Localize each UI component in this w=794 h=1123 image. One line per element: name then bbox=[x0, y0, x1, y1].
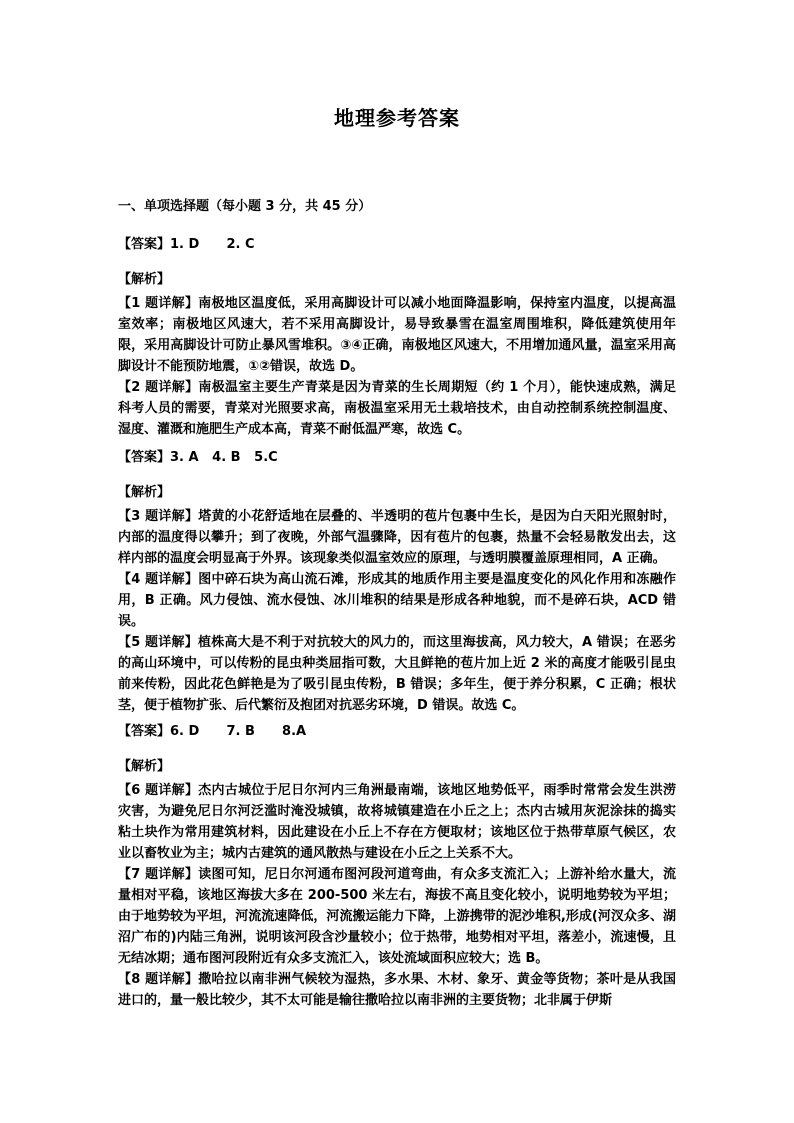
question-tag: 【8 题详解】 bbox=[118, 972, 199, 987]
answer-line: 【答案】3. A 4. B 5.C bbox=[118, 450, 278, 465]
explanation-paragraph bbox=[118, 569, 676, 632]
explanation-text: 南极温室主要生产青菜是因为青菜的生长周期短（约 1 个月），能快速成熟，满足科考人员的需要，青菜对光照要求高，南极温室采用无土栽培技术，由自动控制系统控制温度、湿度、灌溉和施肥生产成本高，青菜不耐低温严寒，故选 C。 bbox=[118, 380, 676, 437]
page-title: 地理参考答案 bbox=[334, 106, 460, 130]
analysis-label: 【解析】 bbox=[118, 272, 171, 287]
explanation-text: 塔黄的小花舒适地在层叠的、半透明的苞片包裹中生长，是因为白天阳光照射时，内部的温度得以攀升；到了夜晚，外部气温骤降，因有苞片的包裹，热量不会轻易散发出去，这样内部的温度会明显高于外界。该现象类似温室效应的原理，与透明膜覆盖原理相同，A 正确。 bbox=[118, 509, 676, 566]
question-tag: 【6 题详解】 bbox=[118, 783, 199, 798]
explanation-paragraph bbox=[118, 864, 676, 969]
explanation-text: 杰内古城位于尼日尔河内三角洲最南端，该地区地势低平，雨季时常常会发生洪涝灾害，为避免尼日尔河泛滥时淹没城镇，故将城镇建造在小丘之上；杰内古城用灰泥涂抹的捣实粘土块作为常用建筑材料，因此建设在小丘上不存在方便取材；该地区位于热带草原气候区，农业以畜牧业为主；城内古建筑的通风散热与建设在小丘之上关系不大。 bbox=[118, 783, 676, 861]
explanation-text: 撒哈拉以南非洲气候较为湿热，多水果、木材、象牙、黄金等货物；茶叶是从我国进口的，量一般比较少，其不太可能是输往撒哈拉以南非洲的主要货物；北非属于伊斯 bbox=[118, 972, 676, 1008]
analysis-label: 【解析】 bbox=[118, 485, 171, 500]
explanation-text: 植株高大是不利于对抗较大的风力的，而这里海拔高，风力较大，A 错误；在恶劣的高山环境中，可以传粉的昆虫种类屈指可数，大且鲜艳的苞片加上近 2 米的高度才能吸引昆虫前来传粉，因此花色鲜艳是为了吸引昆虫传粉，B 错误；多年生，便于养分积累，C 正确；根状茎，便于植物扩张、后代繁衍及抱团对抗恶劣环境，D 错误。故选 C。 bbox=[118, 635, 676, 713]
question-tag: 【3 题详解】 bbox=[118, 509, 199, 524]
question-tag: 【2 题详解】 bbox=[118, 380, 199, 395]
explanation-paragraph bbox=[118, 377, 676, 440]
answer-group-2 bbox=[118, 446, 676, 716]
question-tag: 【1 题详解】 bbox=[118, 296, 199, 311]
analysis-label: 【解析】 bbox=[118, 759, 171, 774]
answer-line: 【答案】1. D 2. C bbox=[118, 237, 255, 252]
section-heading: 一、单项选择题（每小题 3 分，共 45 分） bbox=[118, 199, 372, 214]
answer-line: 【答案】6. D 7. B 8.A bbox=[118, 724, 307, 739]
explanation-paragraph bbox=[118, 293, 676, 377]
explanation-text: 读图可知，尼日尔河通布图河段河道弯曲，有众多支流汇入；上游补给水量大，流量相对平稳，该地区海拔大多在 200-500 米左右，海拔不高且变化较小，说明地势较为平坦；由于地势较为平坦，河流流速降低，河流搬运能力下降，上游携带的泥沙堆积,形成(河汊众多、湖沼广布的)内陆三角洲，说明该河段含沙量较小；位于热带，地势相对平坦，落差小，流速慢，且无结冰期；通布图河段附近有众多支流汇入，该处流域面积应较大；选 B。 bbox=[118, 867, 676, 966]
question-tag: 【7 题详解】 bbox=[118, 867, 199, 882]
explanation-paragraph bbox=[118, 969, 676, 1011]
explanation-paragraph bbox=[118, 780, 676, 864]
explanation-paragraph bbox=[118, 506, 676, 569]
explanation-text: 图中碎石块为高山流石滩，形成其的地质作用主要是温度变化的风化作用和冻融作用，B 正确。风力侵蚀、流水侵蚀、冰川堆积的结果是形成各种地貌，而不是碎石块，ACD 错误。 bbox=[118, 572, 676, 629]
answer-group-3 bbox=[118, 720, 676, 1011]
question-tag: 【4 题详解】 bbox=[118, 572, 199, 587]
explanation-text: 南极地区温度低，采用高脚设计可以减小地面降温影响，保持室内温度，以提高温室效率；南极地区风速大，若不采用高脚设计，易导致暴雪在温室周围堆积，降低建筑使用年限，采用高脚设计可防止暴风雪堆积。③④正确，南极地区风速大，不用增加通风量，温室采用高脚设计不能预防地震，①②错误，故选 D。 bbox=[118, 296, 676, 374]
question-tag: 【5 题详解】 bbox=[118, 635, 199, 650]
explanation-paragraph bbox=[118, 632, 676, 716]
answer-group-1 bbox=[118, 233, 676, 440]
